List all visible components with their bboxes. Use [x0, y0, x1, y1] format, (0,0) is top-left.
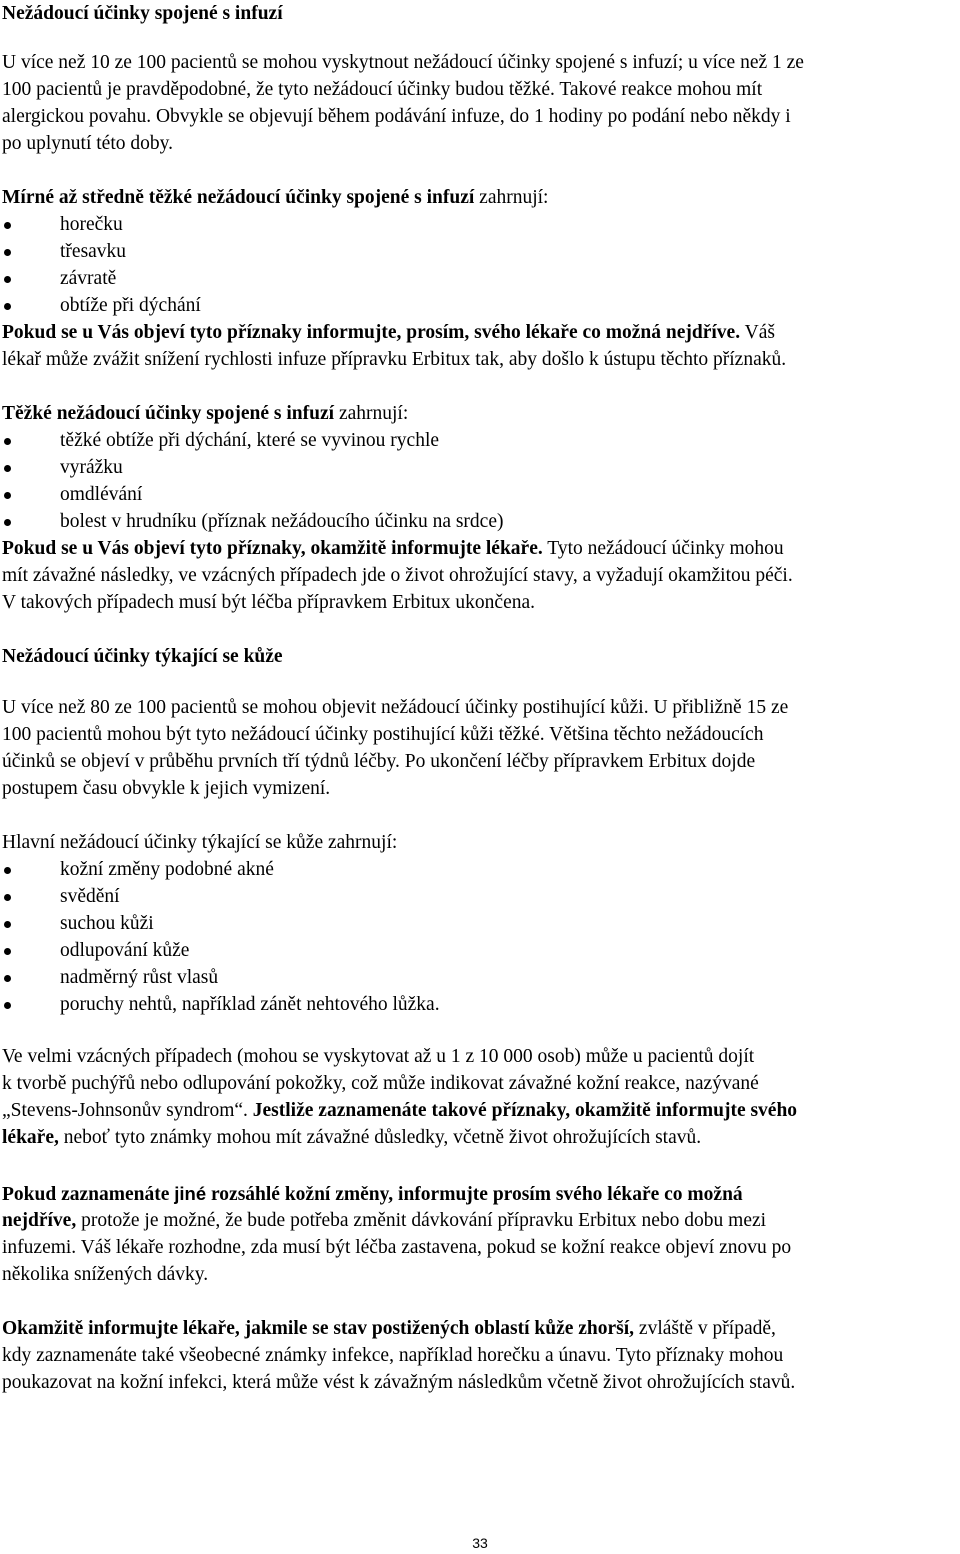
list-item-text: bolest v hrudníku (příznak nežádoucího účinku na srdce): [60, 511, 504, 532]
list-item-text: kožní změny podobné akné: [60, 859, 274, 880]
paragraph-line: po uplynutí této doby.: [2, 133, 173, 154]
mild-warning-rest: Váš: [740, 322, 775, 343]
severe-effects-lead-bold: Těžké nežádoucí účinky spojené s infuzí: [2, 403, 335, 424]
other-changes-line-1: [2, 1180, 743, 1208]
list-item: [0, 265, 201, 292]
bullet-icon: [4, 1002, 11, 1009]
list-item-text: odlupování kůže: [60, 940, 190, 961]
bullet-icon: [4, 519, 11, 526]
infection-warning-bold: Okamžitě informujte lékaře, jakmile se stav postižených oblastí kůže zhorší,: [2, 1318, 635, 1339]
list-item-text: vyrážku: [60, 457, 123, 478]
bullet-icon: [4, 492, 11, 499]
rare-line-4: [2, 1124, 701, 1151]
infection-line-1: [2, 1315, 776, 1342]
bullet-icon: [4, 276, 11, 283]
mild-effects-lead-bold: Mírné až středně těžké nežádoucí účinky spojené s infuzí: [2, 187, 475, 208]
mild-warning: [2, 319, 775, 346]
list-item-text: nadměrný růst vlasů: [60, 967, 219, 988]
bullet-icon: [4, 438, 11, 445]
bullet-icon: [4, 465, 11, 472]
mild-effects-lead-rest: zahrnují:: [474, 187, 549, 208]
severe-effects-lead-rest: zahrnují:: [334, 403, 409, 424]
list-item: [0, 964, 440, 991]
other-changes-bold-b: rozsáhlé kožní změny, informujte prosím svého lékaře co možná: [206, 1184, 743, 1205]
list-item: [0, 427, 503, 454]
list-item: [0, 937, 440, 964]
list-item-text: omdlévání: [60, 484, 143, 505]
mild-warning-bold: Pokud se u Vás objeví tyto příznaky informujte, prosím, svého lékaře co možná nejdříve.: [2, 322, 741, 343]
paragraph-line: U více než 10 ze 100 pacientů se mohou vyskytnout nežádoucí účinky spojené s infuzí; u více než 1 ze: [2, 52, 804, 73]
list-item: [0, 910, 440, 937]
paragraph-line: 100 pacientů mohou být tyto nežádoucí účinky postihující kůži těžké. Většina těchto nežádoucích: [2, 724, 764, 745]
other-changes-bold-a: Pokud zaznamenáte: [2, 1184, 175, 1205]
list-item: [0, 481, 503, 508]
list-item: [0, 454, 503, 481]
list-item: [0, 991, 440, 1018]
list-item-text: třesavku: [60, 241, 127, 262]
rare-line-4-rest: neboť tyto známky mohou mít závažné důsledky, včetně život ohrožujících stavů.: [58, 1127, 702, 1148]
rare-line-3: [2, 1097, 797, 1124]
page-number: 33: [472, 1535, 488, 1551]
other-changes-bold-c: nejdříve,: [2, 1210, 77, 1231]
paragraph-line: U více než 80 ze 100 pacientů se mohou objevit nežádoucí účinky postihující kůži. U přibližně 15 ze: [2, 697, 789, 718]
bullet-icon: [4, 303, 11, 310]
list-item: [0, 856, 440, 883]
paragraph-line: Ve velmi vzácných případech (mohou se vyskytovat až u 1 z 10 000 osob) může u pacientů dojít: [2, 1046, 755, 1067]
paragraph-line: mít závažné následky, ve vzácných případech jde o život ohrožující stavy, a vyžadují okamžitou péči.: [2, 565, 793, 586]
bullet-icon: [4, 948, 11, 955]
paragraph-line: alergickou povahu. Obvykle se objevují během podávání infuze, do 1 hodiny po podání nebo někdy i: [2, 106, 791, 127]
list-item-text: závratě: [60, 268, 117, 289]
rare-warning-bold: Jestliže zaznamenáte takové příznaky, okamžitě informujte svého: [252, 1100, 798, 1121]
bullet-icon: [4, 867, 11, 874]
bullet-icon: [4, 249, 11, 256]
list-item-text: poruchy nehtů, například zánět nehtového lůžka.: [60, 994, 440, 1015]
paragraph-line: V takových případech musí být léčba přípravkem Erbitux ukončena.: [2, 592, 536, 613]
list-item-text: suchou kůži: [60, 913, 154, 934]
rare-warning-bold-end: lékaře,: [2, 1127, 59, 1148]
paragraph-line: 100 pacientů je pravděpodobné, že tyto nežádoucí účinky budou těžké. Takové reakce mohou mít: [2, 79, 763, 100]
list-item-text: těžké obtíže při dýchání, které se vyvinou rychle: [60, 430, 440, 451]
other-changes-rest: protože je možné, že bude potřeba změnit dávkování přípravku Erbitux nebo dobu mezi: [76, 1210, 767, 1231]
severe-effects-list: [0, 427, 503, 535]
infection-line-1-rest: zvláště v případě,: [634, 1318, 776, 1339]
mild-effects-lead: [2, 184, 548, 211]
paragraph-line: několika snížených dávky.: [2, 1264, 209, 1285]
paragraph-line: lékař může zvážit snížení rychlosti infuze přípravku Erbitux tak, aby došlo k ústupu těchto příznaků.: [2, 349, 787, 370]
list-item-text: obtíže při dýchání: [60, 295, 201, 316]
section-title-skin: Nežádoucí účinky týkající se kůže: [2, 646, 283, 667]
paragraph-line: poukazovat na kožní infekci, která může vést k závažným následkům včetně život ohrožujících stavů.: [2, 1372, 796, 1393]
paragraph-line: kdy zaznamenáte také všeobecné známky infekce, například horečku a únavu. Tyto příznaky mohou: [2, 1345, 784, 1366]
list-item: [0, 292, 201, 319]
severe-effects-lead: [2, 400, 408, 427]
paragraph-line: k tvorbě puchýřů nebo odlupování pokožky, což může indikovat závažné kožní reakce, nazývané: [2, 1073, 759, 1094]
severe-warning-bold: Pokud se u Vás objeví tyto příznaky, okamžitě informujte lékaře.: [2, 538, 543, 559]
bullet-icon: [4, 975, 11, 982]
paragraph-line: infuzemi. Váš lékaře rozhodne, zda musí být léčba zastavena, pokud se kožní reakce objeví znovu po: [2, 1237, 792, 1258]
other-changes-line-2: [2, 1207, 766, 1234]
list-item: [0, 211, 201, 238]
other-changes-emphasis: jiné: [174, 1183, 207, 1204]
bullet-icon: [4, 894, 11, 901]
section-title-infusion: Nežádoucí účinky spojené s infuzí: [2, 3, 283, 24]
bullet-icon: [4, 921, 11, 928]
list-item: [0, 883, 440, 910]
list-item-text: svědění: [60, 886, 120, 907]
severe-warning: [2, 535, 784, 562]
paragraph-line: postupem času obvykle k jejich vymizení.: [2, 778, 331, 799]
main-skin-effects-lead: Hlavní nežádoucí účinky týkající se kůže zahrnují:: [2, 832, 398, 853]
bullet-icon: [4, 222, 11, 229]
list-item-text: horečku: [60, 214, 123, 235]
mild-effects-list: [0, 211, 201, 319]
list-item: [0, 508, 503, 535]
list-item: [0, 238, 201, 265]
stevens-johnson-text: „Stevens-Johnsonův syndrom“.: [2, 1100, 253, 1121]
main-skin-effects-list: [0, 856, 440, 1018]
paragraph-line: účinků se objeví v průběhu prvních tří týdnů léčby. Po ukončení léčby přípravkem Erbitux dojde: [2, 751, 756, 772]
severe-warning-rest: Tyto nežádoucí účinky mohou: [542, 538, 784, 559]
